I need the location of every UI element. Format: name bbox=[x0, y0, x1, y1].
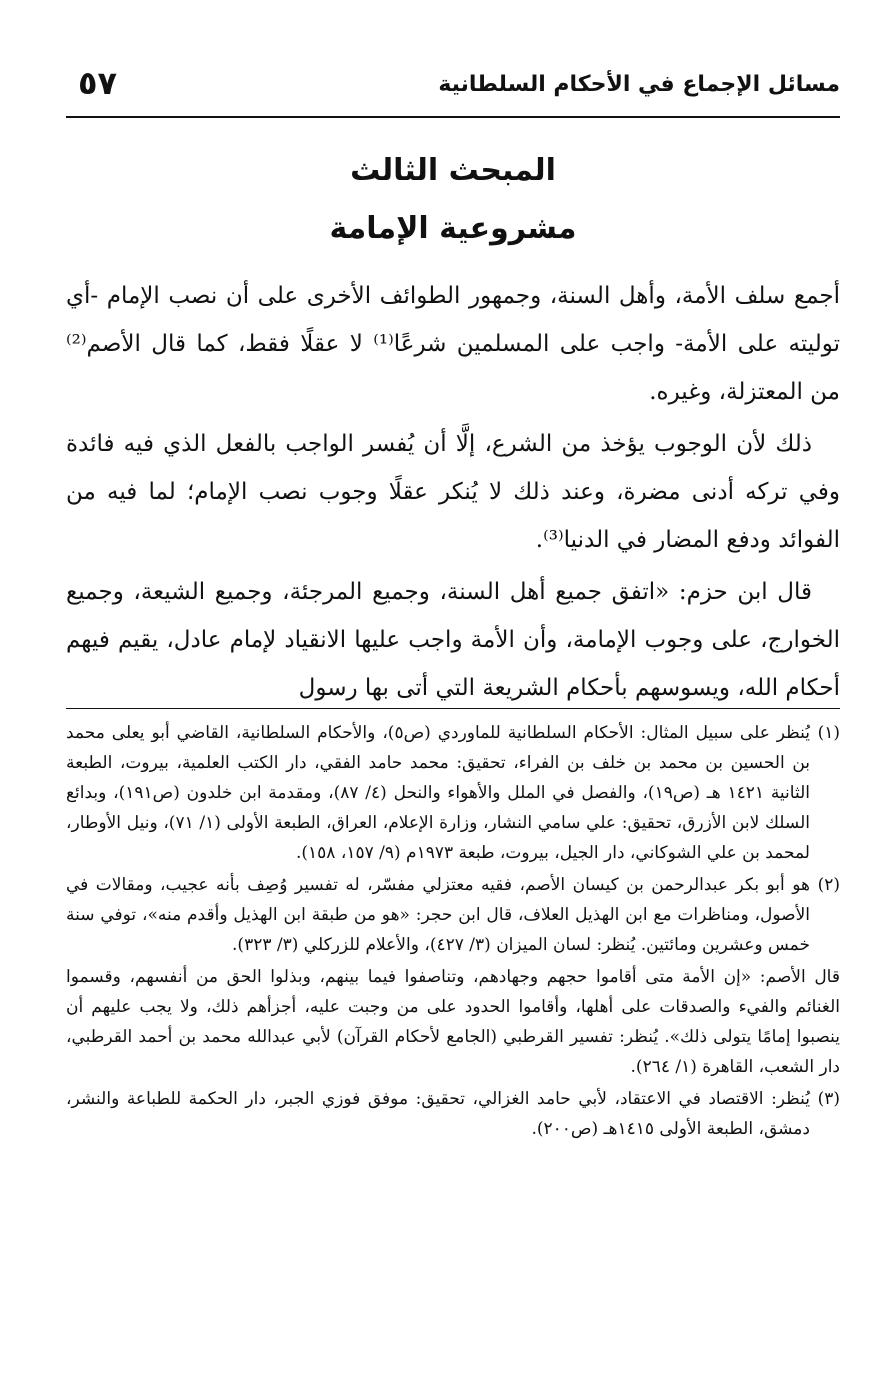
footnote-divider bbox=[66, 708, 840, 709]
section-title: مشروعية الإمامة bbox=[329, 211, 577, 246]
footnote-number: (٢) bbox=[817, 875, 840, 895]
running-title: مسائل الإجماع في الأحكام السلطانية bbox=[438, 72, 840, 97]
main-text bbox=[66, 272, 840, 716]
section-headings bbox=[66, 142, 840, 258]
paragraph-2: ذلك لأن الوجوب يؤخذ من الشرع، إلَّا أن يُفسر الواجب بالفعل الذي فيه فائدة وفي تركه أدنى مضرة، وعند ذلك لا يُنكر عقلًا وجوب نصب الإمام؛ لما فيه من الفوائد ودفع المضار في الدنيا⁽³⁾. bbox=[66, 431, 840, 553]
footnote-text: يُنظر على سبيل المثال: الأحكام السلطانية للماوردي (ص٥)، والأحكام السلطانية، القاضي أبو يعلى محمد بن الحسين بن محمد بن خلف بن الفراء، تحقيق: محمد حامد الفقي، دار الكتب العلمية، بيروت، الطبعة الثانية ١٤٢١ هـ (ص١٩)، والفصل في الملل والأهواء والنحل (٤/ ٨٧)، ومقدمة ابن خلدون (ص١٩١)، وبدائع السلك لابن الأزرق، تحقيق: علي سامي النشار، وزارة الإعلام، العراق، الطبعة الأولى (١/ ٧١)، ونيل الأوطار، لمحمد بن علي الشوكاني، دار الجيل، بيروت، طبعة ١٩٧٣م (٩/ ١٥٧، ١٥٨). bbox=[66, 723, 811, 863]
footnote-2-continuation: قال الأصم: «إن الأمة متى أقاموا حجهم وجهادهم، وتناصفوا فيما بينهم، وبذلوا الحق من أنفسهم، وقسموا الغنائم والفيء والصدقات على أهلها، وأقاموا الحدود على من وجبت عليه، أجزأهم ذلك، ولا يجب عليهم أن ينصبوا إمامًا يتولى ذلك». يُنظر: تفسير القرطبي (الجامع لأحكام القرآن) لأبي عبدالله محمد بن أحمد القرطبي، دار الشعب، القاهرة (١/ ٢٦٤). bbox=[66, 967, 840, 1077]
section-heading: المبحث الثالث bbox=[350, 153, 556, 188]
footnote-number: (١) bbox=[817, 723, 840, 743]
paragraph-1: أجمع سلف الأمة، وأهل السنة، وجمهور الطوائف الأخرى على أن نصب الإمام -أي توليته على الأمة- واجب على المسلمين شرعًا⁽¹⁾ لا عقلًا فقط، كما قال الأصم⁽²⁾ من المعتزلة، وغيره. bbox=[66, 283, 840, 405]
footnote-number: (٣) bbox=[817, 1089, 840, 1109]
page-number: ٥٧ bbox=[78, 64, 118, 102]
paragraph-3: قال ابن حزم: «اتفق جميع أهل السنة، وجميع المرجئة، وجميع الشيعة، وجميع الخوارج، على وجوب الإمامة، وأن الأمة واجب عليها الانقياد لإمام عادل، يقيم فيهم أحكام الله، ويسوسهم بأحكام الشريعة التي أتى بها رسول bbox=[66, 579, 840, 701]
footnote-text: يُنظر: الاقتصاد في الاعتقاد، لأبي حامد الغزالي، تحقيق: موفق فوزي الجبر، دار الحكمة للطباعة والنشر، دمشق، الطبعة الأولى ١٤١٥هـ (ص٢٠٠). bbox=[66, 1089, 810, 1139]
footnotes bbox=[66, 718, 840, 1146]
footnote-2 bbox=[66, 870, 840, 960]
footnote-3 bbox=[66, 1084, 840, 1144]
footnote-text: هو أبو بكر عبدالرحمن بن كيسان الأصم، فقيه معتزلي مفسّر، له تفسير وُصِف بأنه عجيب، ومقالات في الأصول، ومناظرات مع ابن الهذيل العلاف، قال ابن حجر: «هو من طبقة ابن الهذيل وأقدم منه»، توفي سنة خمس وعشرين ومائتين. يُنظر: لسان الميزان (٣/ ٤٢٧)، والأعلام للزركلي (٣/ ٣٢٣). bbox=[66, 875, 810, 955]
footnote-1 bbox=[66, 718, 840, 868]
page-header bbox=[66, 58, 840, 118]
